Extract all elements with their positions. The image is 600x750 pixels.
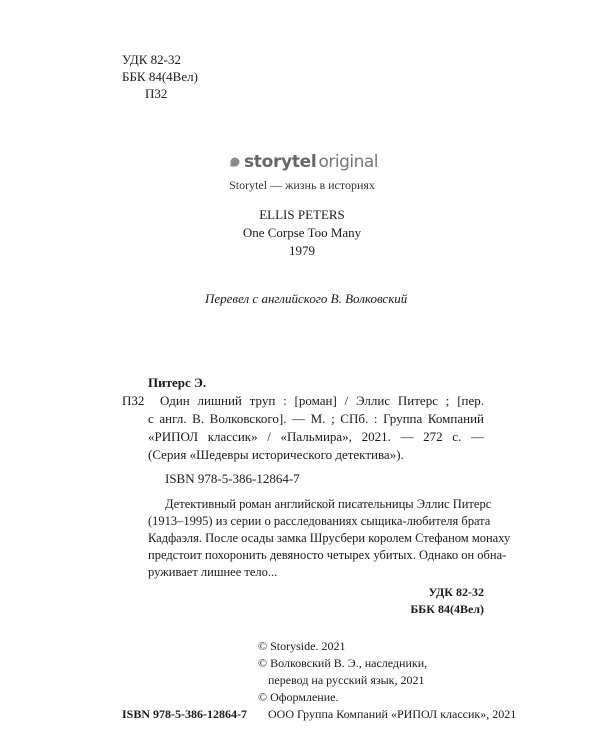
isbn-bottom: ISBN 978-5-386-12864-7 [122,707,247,721]
bbk-code: ББК 84(4Вел) [122,69,198,84]
logo-suffix: original [318,152,378,172]
annotation [148,496,511,581]
record-line: (Серия «Шедевры исторического детектива»). [148,447,404,462]
annotation-line: (1913–1995) из серии о расследованиях сыщика-любителя брата [148,514,491,528]
author-heading: Питерс Э. [148,375,207,390]
isbn: ISBN 978-5-386-12864-7 [165,471,300,486]
annotation-line: предстоит похоронить девяносто четырех убитых. Однако он обна- [148,548,507,562]
copyright-line: © Волковский В. Э., наследники, [258,656,428,670]
record-line: «РИПОЛ классик» / «Пальмира», 2021. — 272 с. — [148,429,484,444]
bbk-code-bottom: ББК 84(4Вел) [410,602,484,616]
annotation-line: Детективный роман английской писательницы Эллис Питерс [165,497,492,511]
catalog-code: П32 [122,393,145,408]
original-title: One Corpse Too Many [242,225,362,240]
speech-bubble-icon [230,152,240,172]
udk-code: УДК 82-32 [122,52,182,67]
udk-code-bottom: УДК 82-32 [428,585,484,599]
annotation-line: Кадфаэля. После осады замка Шрусбери королем Стефаном монаху [148,531,511,545]
original-year: 1979 [289,243,315,258]
publisher-tagline: Storytel — жизнь в историях [229,178,375,192]
author-mark: П32 [145,86,168,101]
copyright-line: © Storyside. 2021 [258,639,346,653]
original-author: ELLIS PETERS [259,207,345,222]
annotation-line: руживает лишнее тело... [148,565,278,579]
storytel-original-logo [230,150,378,174]
logo-brand: storytel [243,152,317,172]
translator-note: Перевел с английского В. Волковский [205,291,408,306]
record-line: с англ. В. Волковского]. — М. ; СПб. : Группа Компаний [148,411,484,426]
record-line: Один лишний труп : [роман] / Эллис Питерс ; [пер. [160,393,484,408]
copyright-line: © Оформление. [258,690,339,704]
copyright-line: перевод на русский язык, 2021 [268,673,425,687]
bibliographic-record [148,392,484,464]
copyright-line: ООО Группа Компаний «РИПОЛ классик», 2021 [268,707,517,721]
